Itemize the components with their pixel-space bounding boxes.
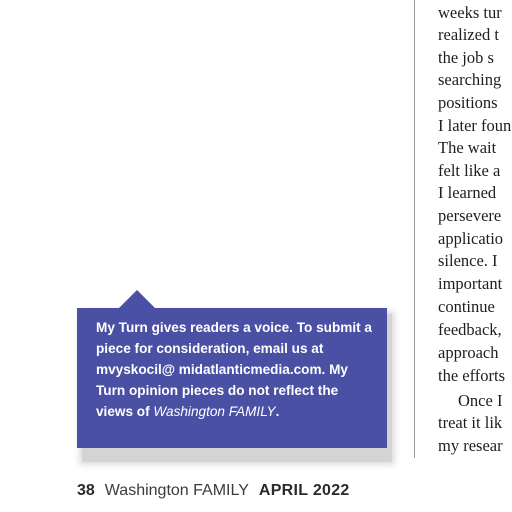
article-line: approach — [438, 343, 499, 362]
article-line: feedback, — [438, 320, 502, 339]
article-line: searching — [438, 70, 502, 89]
article-line: realized t — [438, 25, 499, 44]
article-line: important — [438, 274, 503, 293]
callout-period: . — [275, 404, 280, 419]
callout-publication-name: Washington FAMILY — [153, 404, 276, 419]
article-line: I later foun — [438, 116, 512, 135]
article-line: my resear — [438, 436, 503, 455]
article-line: applicatio — [438, 229, 504, 248]
column-divider — [414, 0, 415, 458]
article-line: positions — [438, 93, 498, 112]
article-line: Once I — [458, 391, 503, 410]
page-footer — [77, 482, 350, 504]
article-line: treat it lik — [438, 413, 503, 432]
publication-name: Washington FAMILY — [104, 482, 249, 499]
article-line: the efforts — [438, 366, 506, 385]
article-line: continue — [438, 297, 495, 316]
callout-text — [96, 317, 377, 422]
article-line: felt like a — [438, 161, 501, 180]
my-turn-callout — [77, 308, 387, 448]
page-number: 38 — [77, 482, 95, 499]
callout-pointer — [119, 290, 155, 308]
issue-date: APRIL 2022 — [258, 482, 350, 499]
article-line: I learned — [438, 183, 497, 202]
article-line: persevere — [438, 206, 502, 225]
article-line: silence. I — [438, 251, 498, 270]
article-line: weeks tur — [438, 3, 502, 22]
article-line: The wait — [438, 138, 497, 157]
article-column — [438, 0, 512, 460]
article-line: the job s — [438, 48, 494, 67]
callout-body: My Turn gives readers a voice. To submit a piece for consideration, email us at mvyskocil@ midatlanticmedia.com. My Turn opinion pieces do not reflect the views of — [96, 320, 372, 419]
